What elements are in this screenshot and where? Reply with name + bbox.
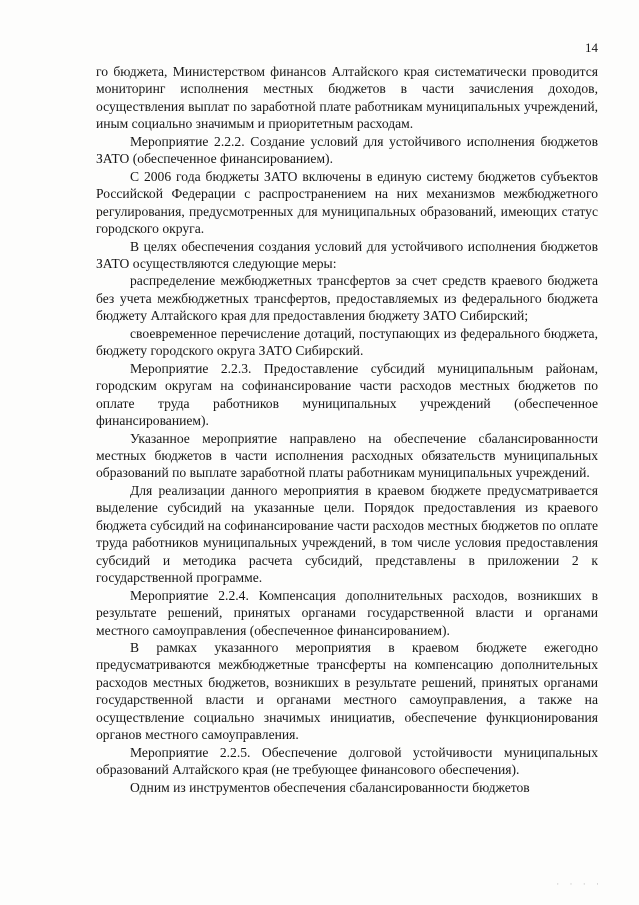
- paragraph: Одним из инструментов обеспечения сбалансированности бюджетов: [130, 779, 530, 795]
- paragraph: своевременное перечисление дотаций, поступающих из федерального бюджета, бюджету городского округа ЗАТО Сибирский.: [96, 325, 598, 359]
- scan-specks: · · · ·: [556, 879, 603, 889]
- body-text: [96, 63, 598, 796]
- paragraph: Мероприятие 2.2.5. Обеспечение долговой устойчивости муниципальных образований Алтайского края (не требующее финансового обеспечения).: [96, 744, 598, 778]
- paragraph: распределение межбюджетных трансфертов за счет средств краевого бюджета без учета межбюджетных трансфертов, предоставляемых из федерального бюджета бюджету Алтайского края для предоставления бюджету ЗАТО Сибирский;: [96, 273, 598, 324]
- paragraph: го бюджета, Министерством финансов Алтайского края систематически проводится мониторинг исполнения местных бюджетов в части зачисления доходов, осуществления выплат по заработной плате работникам муниципальных учреждений, иным социально значимым и приоритетным расходам.: [96, 64, 598, 132]
- paragraph: Мероприятие 2.2.4. Компенсация дополнительных расходов, возникших в результате решений, принятых органами государственной власти и органами местного самоуправления (обеспеченное финансированием).: [96, 587, 598, 638]
- paragraph: В целях обеспечения создания условий для устойчивого исполнения бюджетов ЗАТО осуществляются следующие меры:: [96, 238, 598, 271]
- paragraph: Указанное мероприятие направлено на обеспечение сбалансированности местных бюджетов в части исполнения расходных обязательств муниципальных образований по выплате заработной платы работникам муниципальных учреждений.: [96, 430, 598, 481]
- paragraph: Мероприятие 2.2.3. Предоставление субсидий муниципальным районам, городским округам на софинансирование части расходов местных бюджетов по оплате труда работников муниципальных учреждений (обеспеченное финансированием).: [96, 360, 598, 429]
- paragraph: В рамках указанного мероприятия в краевом бюджете ежегодно предусматриваются межбюджетные трансферты на компенсацию дополнительных расходов местных бюджетов, возникших в результате решений, принятых органами государственной власти и органами местного самоуправления, а также на осуществление социально значимых инициатив, обеспечение функционирования органов местного самоуправления.: [96, 639, 598, 743]
- paragraph: Для реализации данного мероприятия в краевом бюджете предусматривается выделение субсидий на указанные цели. Порядок предоставления из краевого бюджета субсидий на софинансирование части расходов местных бюджетов по оплате труда работников муниципальных учреждений, в том числе условия предоставления субсидий и методика расчета субсидий, представлены в приложении 2 к государственной программе.: [96, 482, 598, 586]
- paragraph: С 2006 года бюджеты ЗАТО включены в единую систему бюджетов субъектов Российской Федерации с распространением на них механизмов межбюджетного регулирования, предусмотренных для муниципальных образований, имеющих статус городского округа.: [96, 168, 598, 237]
- paragraph: Мероприятие 2.2.2. Создание условий для устойчивого исполнения бюджетов ЗАТО (обеспеченное финансированием).: [96, 133, 598, 167]
- page-number: 14: [585, 40, 598, 55]
